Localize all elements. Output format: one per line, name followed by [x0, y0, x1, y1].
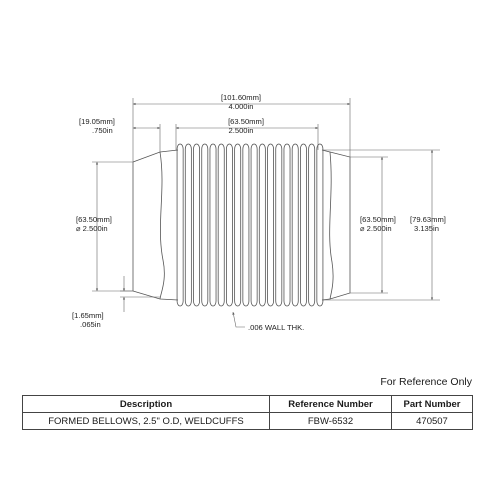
- reference-number-cell: FBW-6532: [270, 413, 392, 430]
- overall-length-in: 4.000in: [228, 102, 254, 111]
- convolution: [210, 144, 216, 306]
- convolution: [185, 144, 191, 306]
- convolution: [235, 144, 241, 306]
- convolution: [243, 144, 249, 306]
- cuff-length-in: .750in: [92, 126, 113, 135]
- header-reference-number: Reference Number: [270, 396, 392, 413]
- convolution: [251, 144, 257, 306]
- convolution: [284, 144, 290, 306]
- table-row: [23, 413, 473, 430]
- convolution: [177, 144, 183, 306]
- convolution: [309, 144, 315, 306]
- convolution: [202, 144, 208, 306]
- convolution: [259, 144, 265, 306]
- description-cell: FORMED BELLOWS, 2.5" O.D, WELDCUFFS: [23, 413, 270, 430]
- left-cuff-od-in: ⌀ 2.500in: [76, 224, 108, 233]
- cuff-wall-in: .065in: [80, 320, 101, 329]
- part-number-cell: 470507: [392, 413, 473, 430]
- bellows-od-in: 3.135in: [414, 224, 439, 233]
- cuff-length-mm: [19.05mm]: [79, 117, 115, 126]
- parts-table: [22, 395, 473, 430]
- header-part-number: Part Number: [392, 396, 473, 413]
- table-header-row: [23, 396, 473, 413]
- bellows-convolutions: [177, 144, 323, 306]
- bellows-body: [133, 144, 350, 306]
- overall-length-mm: [101.60mm]: [220, 93, 262, 102]
- bellows-length-mm: [63.50mm]: [228, 117, 264, 126]
- convolution: [317, 144, 323, 306]
- wall-thickness-note: .006 WALL THK.: [248, 323, 305, 332]
- left-cuff-od-mm: [63.50mm]: [76, 215, 112, 224]
- reference-note: For Reference Only: [380, 376, 472, 388]
- convolution: [194, 144, 200, 306]
- convolution: [292, 144, 298, 306]
- convolution: [268, 144, 274, 306]
- convolution: [226, 144, 232, 306]
- cuff-wall-mm: [1.65mm]: [72, 311, 104, 320]
- right-cuff-od-in: ⌀ 2.500in: [360, 224, 392, 233]
- convolution: [218, 144, 224, 306]
- bellows-length-in: 2.500in: [228, 126, 254, 135]
- right-cuff-od-mm: [63.50mm]: [360, 215, 396, 224]
- convolution: [276, 144, 282, 306]
- header-description: Description: [23, 396, 270, 413]
- bellows-od-mm: [79.63mm]: [410, 215, 446, 224]
- convolution: [300, 144, 306, 306]
